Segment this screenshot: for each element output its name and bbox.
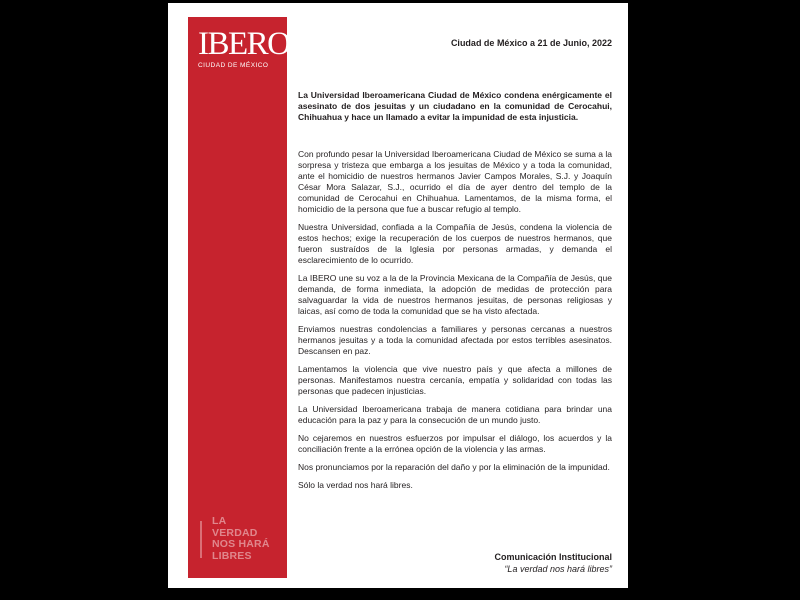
content-column <box>298 3 612 498</box>
signature-quote: “La verdad nos hará libres” <box>504 564 612 574</box>
body-paragraph: Lamentamos la violencia que vive nuestro país y que afecta a millones de personas. Manifestamos nuestra cercanía, empatía y solidaridad con todas las personas que padecen injusticias. <box>298 364 612 396</box>
motto-line: LIBRES <box>212 549 252 562</box>
body-paragraph: Sólo la verdad nos hará libres. <box>298 480 413 490</box>
body-paragraph: Nos pronunciamos por la reparación del daño y por la eliminación de la impunidad. <box>298 462 610 472</box>
logo-wordmark: IBERO <box>198 26 290 62</box>
motto-line: VERDAD <box>212 526 258 539</box>
body-paragraph: La Universidad Iberoamericana trabaja de manera cotidiana para brindar una educación para la paz y para la consecución de un mundo justo. <box>298 404 612 425</box>
document-page <box>168 3 628 588</box>
logo-subtitle: CIUDAD DE MÉXICO <box>198 62 269 69</box>
body-paragraph: Enviamos nuestras condolencias a familiares y personas cercanas a nuestros hermanos jesuitas y a toda la comunidad afectada por estos terribles asesinatos. Descansen en paz. <box>298 324 612 356</box>
body-paragraph: La IBERO une su voz a la de la Provincia Mexicana de la Compañía de Jesús, que demanda, de forma inmediata, la adopción de medidas de protección para salvaguardar la vida de nuestros hermanos jesuitas, de personas religiosas y laicas, así como de toda la comunidad que se ha visto afectada. <box>298 273 612 316</box>
body-paragraph: Con profundo pesar la Universidad Iberoamericana Ciudad de México se suma a la sorpresa y tristeza que embarga a los jesuitas de México y a toda la comunidad, ante el homicidio de nuestros hermanos Javier Campos Morales, S.J. y Joaquín César Mora Salazar, S.J., ocurrido el día de ayer dentro del templo de la comunidad de Cerocahui en Chihuahua. Lamentamos, de la misma forma, el homicidio de la persona que fue a buscar refugio al templo. <box>298 149 612 214</box>
motto-divider-bar <box>200 521 202 558</box>
motto-line: NOS HARÁ <box>212 538 270 550</box>
brand-sidebar <box>188 17 290 578</box>
motto-text <box>212 516 270 562</box>
body-paragraph: Nuestra Universidad, confiada a la Compañía de Jesús, condena la violencia de estos hechos; exige la recuperación de los cuerpos de nuestros hermanos, que fueron sustraídos de la Iglesia por personas armadas, y demanda el esclarecimiento de lo ocurrido. <box>298 222 612 265</box>
lead-paragraph: La Universidad Iberoamericana Ciudad de México condena enérgicamente el asesinato de dos jesuitas y un ciudadano en la comunidad de Cerocahui, Chihuahua y hace un llamado a evitar la impunidad de esta injusticia. <box>298 90 612 122</box>
body-paragraph: No cejaremos en nuestros esfuerzos por impulsar el diálogo, los acuerdos y la conciliación frente a la errónea opción de la violencia y las armas. <box>298 433 612 454</box>
motto-line: LA <box>212 515 227 527</box>
signature-department: Comunicación Institucional <box>494 552 612 562</box>
dateline: Ciudad de México a 21 de Junio, 2022 <box>450 38 612 48</box>
sidebar-motto <box>200 516 270 562</box>
signature-block <box>494 552 612 575</box>
ibero-logo <box>188 17 290 69</box>
